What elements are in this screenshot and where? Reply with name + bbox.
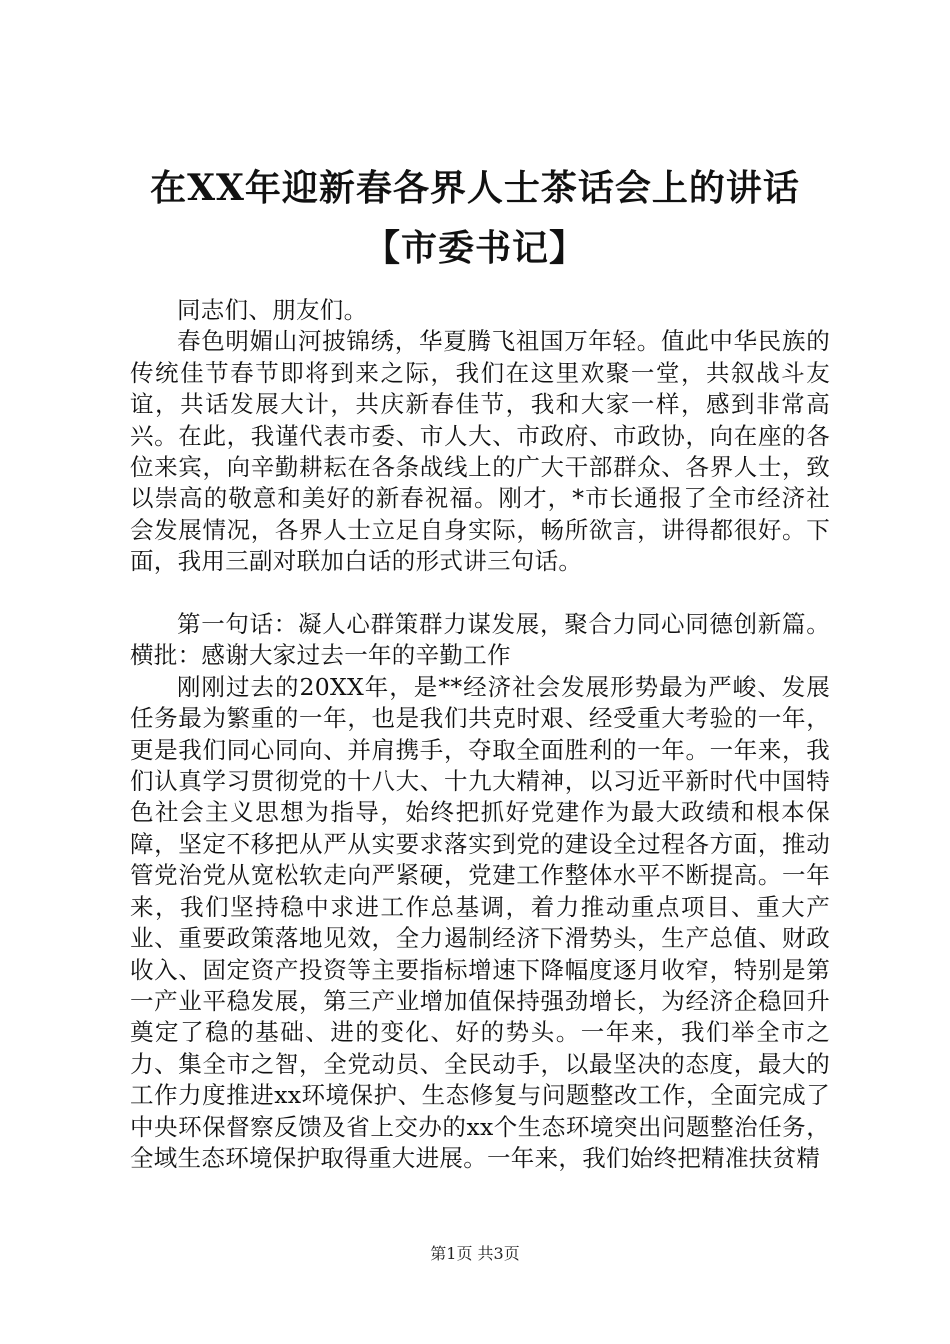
document-title: 在XX年迎新春各界人士茶话会上的讲话【市委书记】: [150, 167, 800, 269]
paragraph-greeting: 同志们、朋友们。: [177, 296, 368, 324]
paragraph-opening: 春色明媚山河披锦绣，华夏腾飞祖国万年轻。值此中华民族的传统佳节春节即将到来之际，我们在这里欢聚一堂，共叙战斗友谊，共话发展大计，共庆新春佳节，我和大家一样，感到非常高兴。在此，我谨代表市委、市人大、市政府、市政协，向在座的各位来宾，向辛勤耕耘在各条战线上的广大干部群众、各界人士，致以崇高的敬意和美好的新春祝福。刚才，*市长通报了全市经济社会发展情况，各界人士立足自身实际，畅所欲言，讲得都很好。下面，我用三副对联加白话的形式讲三句话。: [130, 327, 830, 576]
paragraph-review: 刚刚过去的20XX年，是**经济社会发展形势最为严峻、发展任务最为繁重的一年，也是我们共克时艰、经受重大考验的一年，更是我们同心同向、并肩携手，夺取全面胜利的一年。一年来，我们认真学习贯彻党的十八大、十九大精神，以习近平新时代中国特色社会主义思想为指导，始终把抓好党建作为最大政绩和根本保障，坚定不移把从严从实要求落实到党的建设全过程各方面，推动管党治党从宽松软走向严紧硬，党建工作整体水平不断提高。一年来，我们坚持稳中求进工作总基调，着力推动重点项目、重大产业、重要政策落地见效，全力遏制经济下滑势头，生产总值、财政收入、固定资产投资等主要指标增速下降幅度逐月收窄，特别是第一产业平稳发展，第三产业增加值保持强劲增长，为经济企稳回升奠定了稳的基础、进的变化、好的势头。一年来，我们举全市之力、集全市之智，全党动员、全民动手，以最坚决的态度，最大的工作力度推进xx环境保护、生态修复与问题整改工作，全面完成了中央环保督察反馈及省上交办的xx个生态环境突出问题整治任务，全域生态环境保护取得重大进展。一年来，我们始终把精准扶贫精: [130, 672, 830, 1172]
paragraph-first-sentence-heading: 第一句话：凝人心群策群力谋发展，聚合力同心同德创新篇。横批：感谢大家过去一年的辛勤工作: [130, 610, 830, 670]
page-number-footer: 第1页 共3页: [430, 1244, 520, 1263]
paragraph-spacer: [130, 578, 830, 609]
document-body: [130, 295, 830, 1174]
